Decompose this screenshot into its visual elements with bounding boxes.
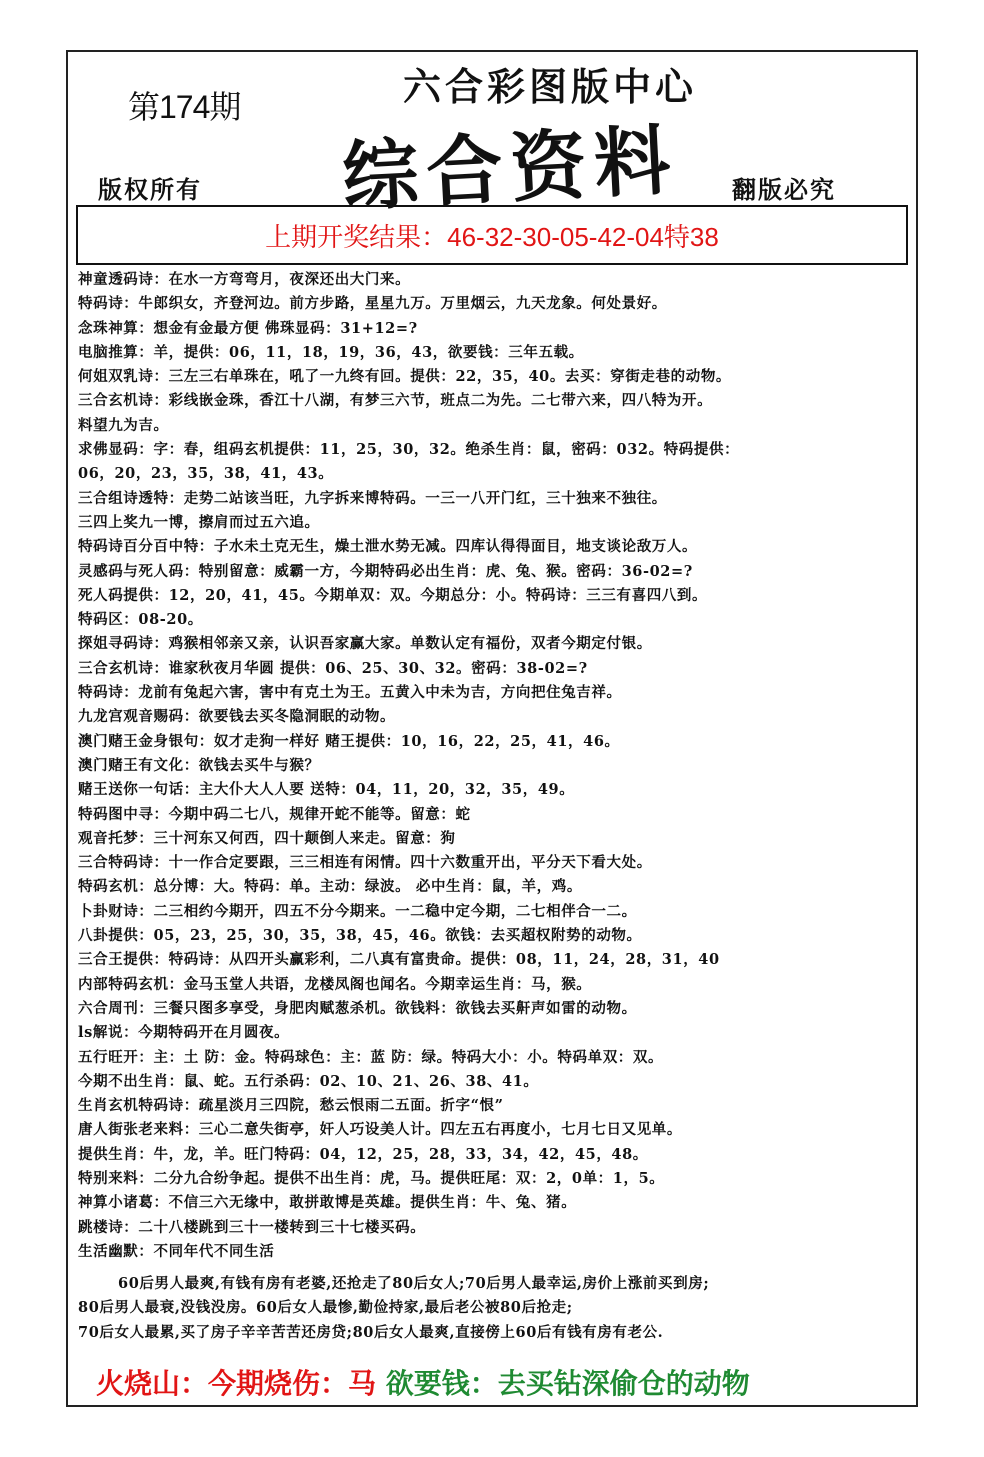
copyright-left: 版权所有 (98, 175, 202, 204)
text-line: 死人码提供：12，20，41，45。今期单双：双。今期总分：小。特码诗：三三有喜四八到。 (78, 586, 708, 604)
center-title: 六合彩图版中心 (402, 64, 697, 109)
text-line: 神童透码诗：在水一方弯弯月，夜深还出大门来。 (78, 271, 411, 288)
text-line: 神算小诸葛：不信三六无缘中，敢拼敢博是英雄。提供生肖：牛、兔、猪。 (78, 1194, 577, 1212)
text-line: 特码玄机：总分博：大。特码：单。主动：绿波。 必中生肖：鼠，羊，鸡。 (78, 878, 582, 896)
text-line: 三合组诗透特：走势二站该当旺，九字拆来博特码。一三一八开门红，三十独来不独往。 (78, 489, 667, 507)
text-line: ls解说：今期特码开在月圆夜。 (78, 1024, 290, 1042)
text-line: 三合玄机诗：彩线嵌金珠，香江十八湖，有梦三六节，班点二为先。二七带六来，四八特为开。 (78, 392, 713, 410)
text-line: 三四上奖九一博，擦肩而过五六追。 (78, 513, 320, 531)
text-line: 特码区：08-20。 (78, 611, 203, 629)
content-list (78, 268, 908, 1345)
text-line: 06，20，23，35，38，41，43。 (78, 465, 334, 483)
text-line: 三合王提供：特码诗：从四开头赢彩利，二八真有富贵命。提供：08，11，24，28，31，40 (78, 951, 720, 969)
text-line: 八卦提供：05，23，25，30，35，38，45，46。欲钱：去买超权附势的动物。 (78, 927, 642, 945)
text-line: 观音托梦：三十河东又何西，四十颠倒人来走。留意：狗 (78, 829, 456, 847)
text-line: 提供生肖：牛，龙，羊。旺门特码：04，12，25，28，33，34，42，45，48。 (78, 1145, 648, 1163)
text-line: 六合周刊：三餐只图多享受，身肥肉赋葱杀机。欲钱料：欲钱去买鼾声如雷的动物。 (78, 999, 637, 1017)
text-line: 生活幽默：不同年代不同生活 (78, 1242, 275, 1260)
footer-green-text: 欲要钱：去买钻深偷仓的动物 (385, 1367, 750, 1400)
text-line: 何姐双乳诗：三左三右单珠在，吼了一九终有回。提供：22，35，40。去买：穿街走巷的动物。 (78, 368, 732, 386)
text-line: 特码诗百分百中特：子水未土克无生，燥土泄水势无减。四库认得得面目，地支谈论敌万人。 (78, 538, 698, 556)
text-line: 赌王送你一句话：主大仆大人人要 送特：04，11，20，32，35，49。 (78, 781, 575, 799)
text-line: 特别来料：二分九合纷争起。提供不出生肖：虎，马。提供旺尾：双：2，0单：1，5。 (78, 1169, 665, 1187)
result-text: 上期开奖结果：46-32-30-05-42-04特38 (265, 221, 719, 252)
text-line: 内部特码玄机：金马玉堂人共语，龙楼凤阁也闻名。今期幸运生肖：马，猴。 (78, 975, 592, 993)
footer-banner (96, 1362, 896, 1402)
humor-line: 60后男人最爽,有钱有房有老婆,还抢走了80后女人;70后男人最幸运,房价上涨前买到房; (118, 1275, 710, 1293)
text-line: 澳门赌王有文化：欲钱去买牛与猴？ (78, 756, 320, 774)
text-line: 特码图中寻：今期中码二七八，规律开蛇不能等。留意：蛇 (78, 805, 471, 823)
text-line: 卜卦财诗：二三相约今期开，四五不分今期来。一二稳中定今期，二七相伴合一二。 (78, 902, 637, 920)
text-line: 九龙宫观音赐码：欲要钱去买冬隐洞眠的动物。 (78, 708, 396, 726)
text-line: 探姐寻码诗：鸡猴相邻亲又亲，认识吾家赢大家。单数认定有福份，双者今期定付银。 (78, 635, 652, 653)
copyright-right: 翻版必究 (732, 175, 836, 204)
text-line: 生肖玄机特码诗：疏星淡月三四院，愁云恨雨二五面。折字“恨” (78, 1097, 504, 1115)
text-line: 特码诗：龙前有兔起六害，害中有克土为王。五黄入中未为吉，方向把住兔吉祥。 (78, 684, 622, 702)
text-line: 唐人街张老来料：三心二意失街亭，奸人巧设美人计。四左五右再度小，七月七日又见单。 (78, 1121, 682, 1139)
text-line: 料望九为吉。 (78, 416, 169, 434)
issue-number: 第174期 (128, 89, 241, 125)
main-title: 综合资料 (340, 115, 681, 222)
humor-line: 80后男人最衰,没钱没房。60后女人最惨,勤俭持家,最后老公被80后抢走; (78, 1299, 573, 1317)
text-line: 念珠神算：想金有金最方便 佛珠显码：31+12=? (78, 319, 418, 337)
text-line: 特码诗：牛郎织女，齐登河边。前方步路，星星九万。万里烟云，九天龙象。何处景好。 (78, 295, 667, 313)
text-line: 三合特码诗：十一作合定要跟，三三相连有闲情。四十六数重开出，平分天下看大处。 (78, 854, 652, 872)
text-line: 三合玄机诗：谁家秋夜月华圆 提供：06、25、30、32。密码：38-02=? (78, 659, 588, 677)
text-line: 五行旺开：主：土 防：金。特码球色：主：蓝 防：绿。特码大小：小。特码单双：双。 (78, 1048, 664, 1066)
text-line: 求佛显码：字：春，组码玄机提供：11，25，30，32。绝杀生肖：鼠，密码：032。特码提供： (78, 441, 740, 459)
text-line: 今期不出生肖：鼠、蛇。五行杀码：02、10、21、26、38、41。 (78, 1072, 539, 1090)
footer-red-text: 火烧山：今期烧伤：马 (96, 1367, 377, 1400)
text-line: 电脑推算：羊，提供：06，11，18，19，36，43，欲要钱：三年五载。 (78, 343, 584, 361)
humor-line: 70后女人最累,买了房子辛辛苦苦还房贷;80后女人最爽,直接傍上60后有钱有房有老公. (78, 1323, 664, 1341)
result-box (76, 205, 908, 265)
text-line: 跳楼诗：二十八楼跳到三十一楼转到三十七楼买码。 (78, 1218, 426, 1236)
text-line: 灵感码与死人码：特别留意：威霸一方，今期特码必出生肖：虎、兔、猴。密码：36-02=? (78, 562, 693, 580)
text-line: 澳门赌王金身银句：奴才走狗一样好 赌王提供：10，16，22，25，41，46。 (78, 732, 620, 750)
